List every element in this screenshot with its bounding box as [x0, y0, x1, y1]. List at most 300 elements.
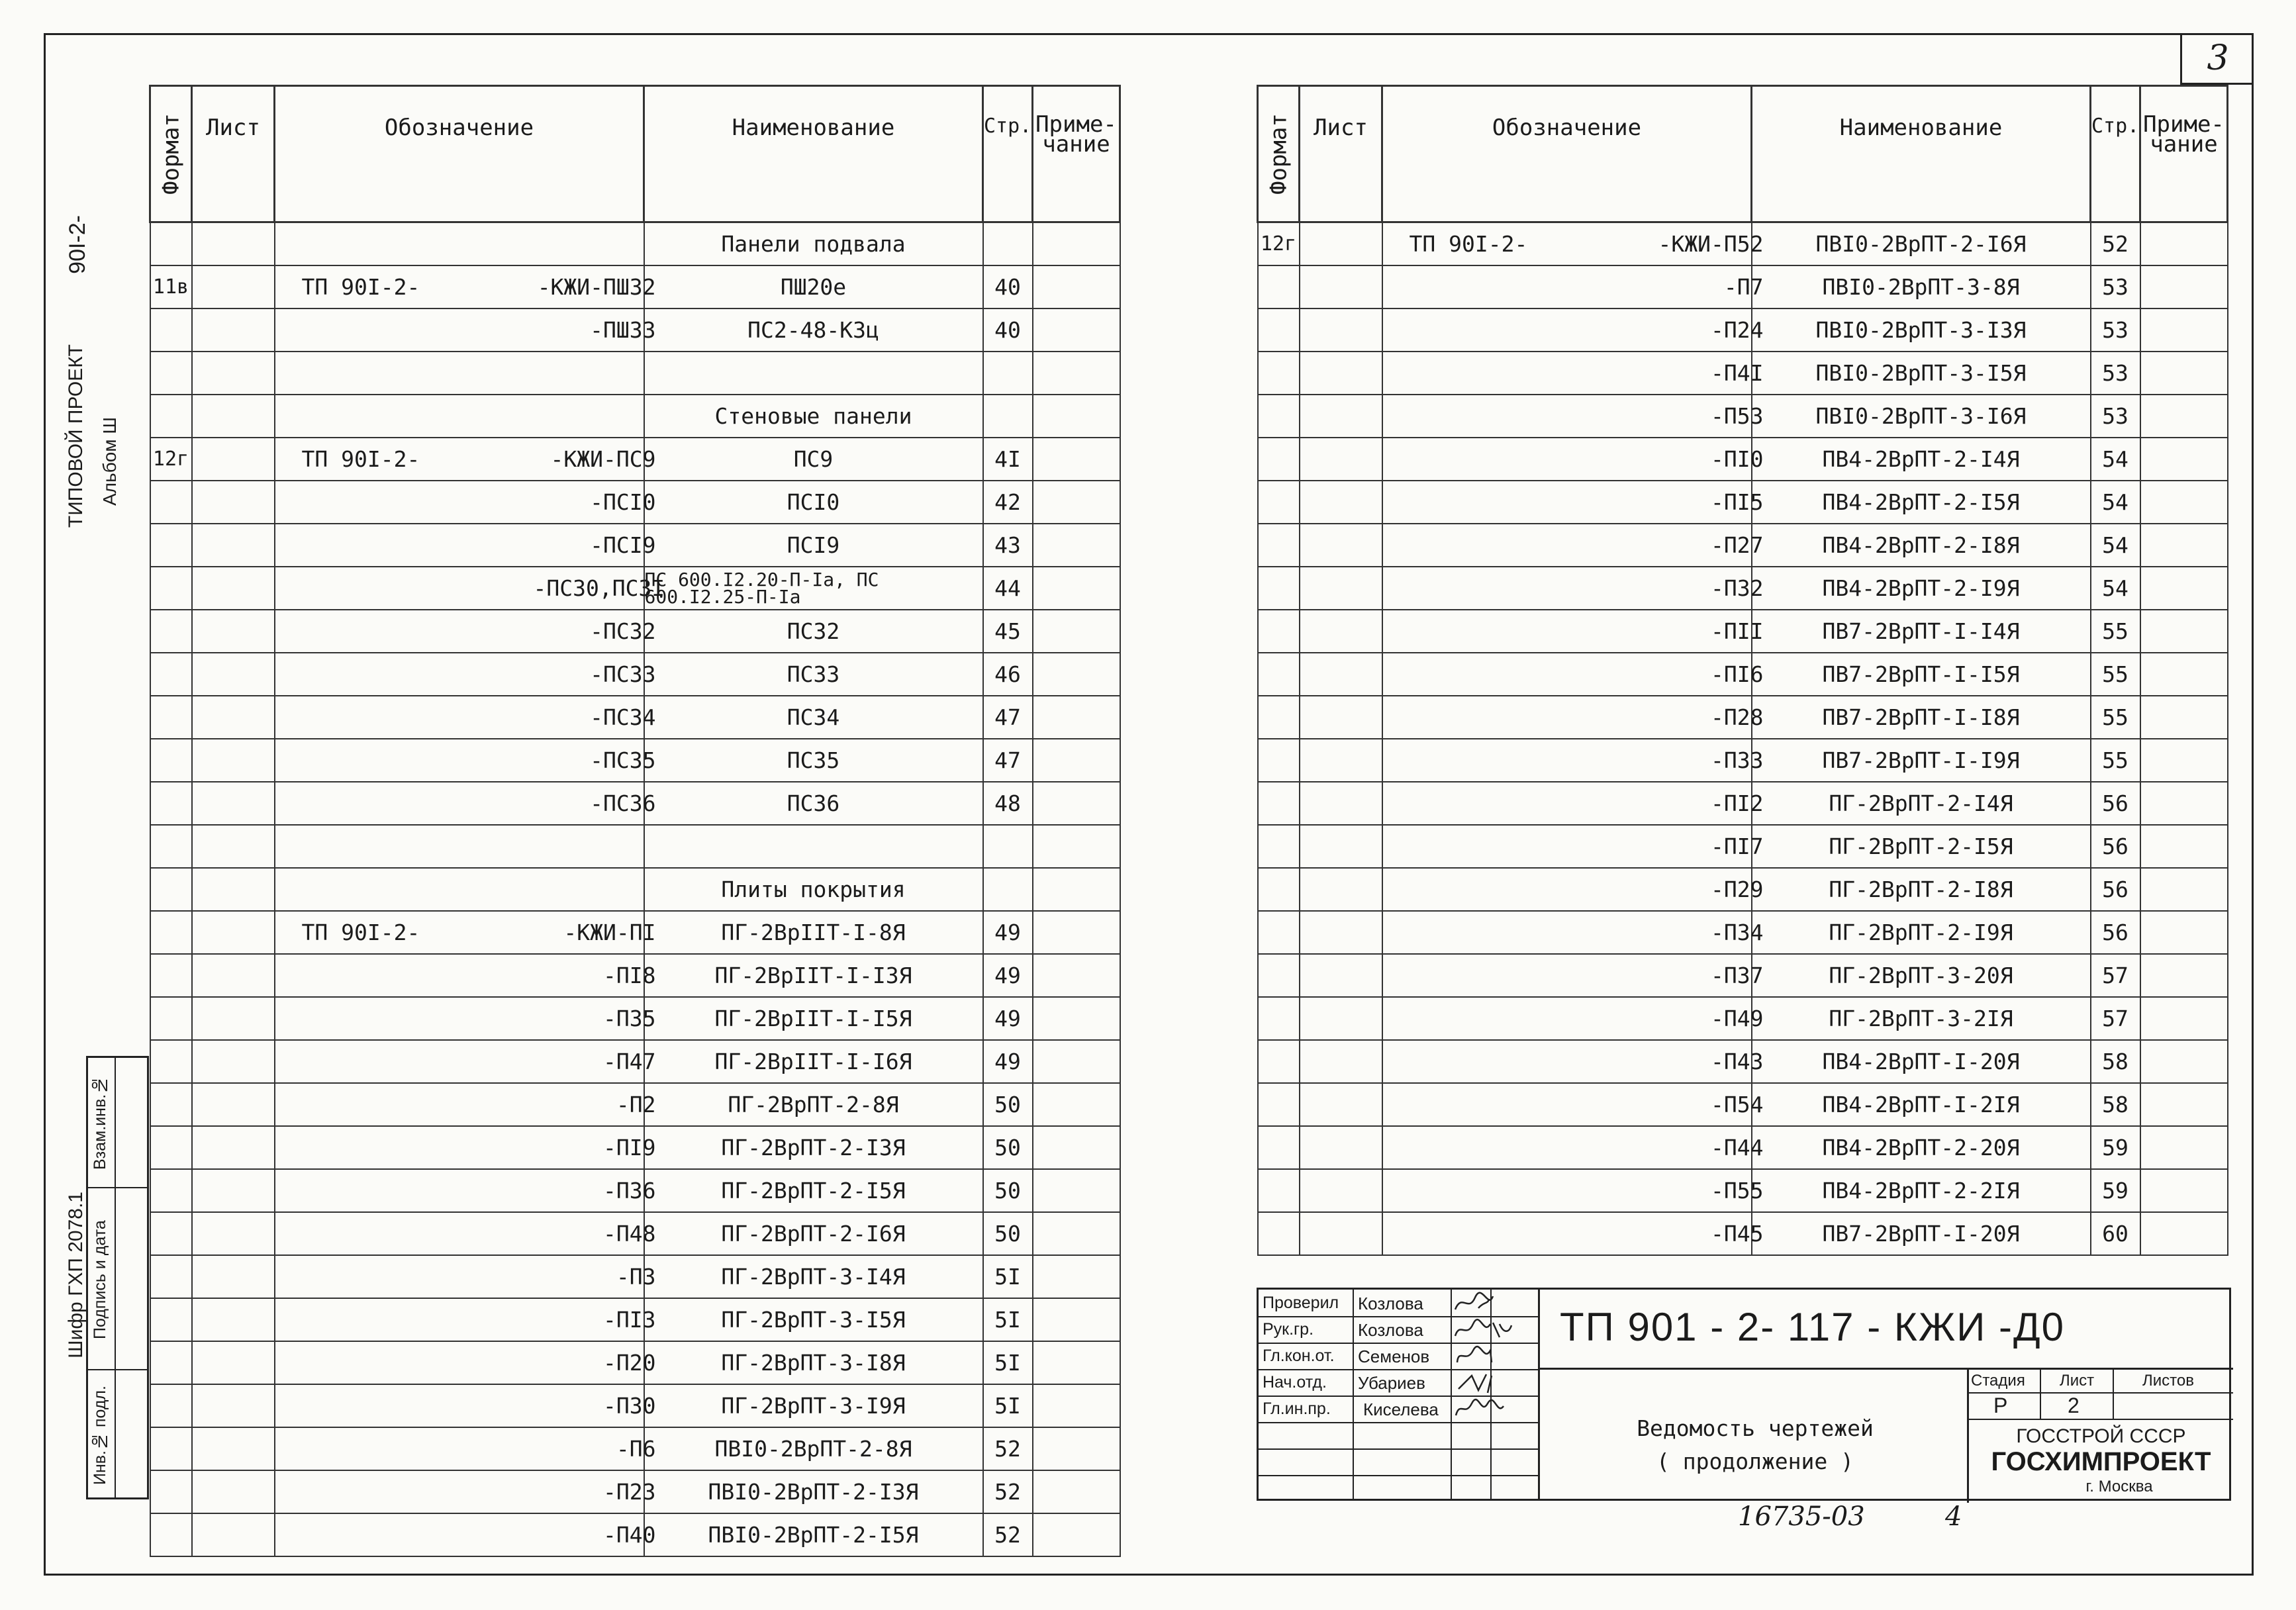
name-dept-head: Убариев: [1358, 1373, 1425, 1393]
table-row: [1258, 997, 2228, 1040]
page-cell: 57: [2091, 997, 2140, 1040]
table-row: [1258, 481, 2228, 524]
table-row: [150, 997, 1120, 1040]
table-row: [150, 696, 1120, 739]
note-cell: [1033, 524, 1120, 567]
table-row: [150, 1513, 1120, 1556]
table-row: [150, 610, 1120, 653]
name-cell: ПВ4-2ВрПТ-2-2IЯ: [1752, 1169, 2091, 1212]
table-row: [150, 222, 1120, 266]
sheet-cell: [192, 1126, 275, 1169]
page-cell: 46: [983, 653, 1033, 696]
note-cell: [1033, 911, 1120, 954]
name-cell: ПШ20е: [644, 265, 983, 308]
note-cell: [2140, 308, 2228, 352]
name-cell: ПГ-2ВрПТ-3-I9Я: [644, 1384, 983, 1427]
note-cell: [1033, 438, 1120, 481]
table-row: [150, 481, 1120, 524]
note-cell: [1033, 868, 1120, 911]
page-cell: 55: [2091, 610, 2140, 653]
designation-suffix: -ПС33: [590, 661, 656, 687]
note-cell: [2140, 265, 2228, 308]
inventory-number: 16735-03: [1738, 1501, 1865, 1532]
name-cell: ПС32: [644, 610, 983, 653]
format-cell: [1258, 610, 1300, 653]
sheet-cell: [192, 739, 275, 782]
designation-suffix: -П6: [616, 1436, 656, 1462]
name-cell: ПВI0-2ВрПТ-3-8Я: [1752, 265, 2091, 308]
section-title: Панели подвала: [644, 222, 983, 266]
designation-cell: [275, 1341, 656, 1384]
designation-suffix: -ПI5: [1711, 489, 1764, 515]
page-cell: 40: [983, 308, 1033, 352]
table-row: [150, 438, 1120, 481]
format-cell: [1258, 868, 1300, 911]
table-row: [150, 1384, 1120, 1427]
sheet-cell: [192, 653, 275, 696]
note-cell: [1033, 1255, 1120, 1298]
page-cell: 47: [983, 696, 1033, 739]
name-cell: ПГ-2ВрIIТ-I-8Я: [644, 911, 983, 954]
note-cell: [2140, 395, 2228, 438]
designation-suffix: -П53: [1711, 403, 1764, 429]
header-sheet: Лист: [192, 86, 275, 222]
page-cell: 53: [2091, 308, 2140, 352]
header-format: Формат: [150, 86, 192, 222]
note-cell: [1033, 308, 1120, 352]
format-cell: [1258, 438, 1300, 481]
note-cell: [2140, 1126, 2228, 1169]
page-cell: 58: [2091, 1040, 2140, 1083]
designation-cell: [275, 524, 656, 567]
table-row: [150, 1169, 1120, 1212]
note-cell: [2140, 954, 2228, 997]
designation-cell: [275, 567, 665, 610]
table-row: [1258, 567, 2228, 610]
designation-suffix: -П30: [603, 1393, 656, 1419]
table-row: [1258, 1083, 2228, 1126]
page-cell: 44: [983, 567, 1033, 610]
name-cell: ПГ-2ВрПТ-2-I5Я: [1752, 825, 2091, 868]
table-row: [1258, 739, 2228, 782]
format-cell: [150, 825, 192, 868]
designation-cell: [1382, 1040, 1764, 1083]
role-chief-constructor: Гл.кон.от.: [1263, 1347, 1335, 1365]
cipher-label: Шифр ГХП 2078.1: [65, 1192, 87, 1358]
sheet-cell: [192, 1040, 275, 1083]
note-cell: [1033, 1040, 1120, 1083]
name-cell: [644, 825, 983, 868]
sheet-cell: [1300, 395, 1382, 438]
note-cell: [1033, 222, 1120, 266]
sheet-cell: [192, 1255, 275, 1298]
sheet-cell: [1300, 308, 1382, 352]
page-cell: 49: [983, 911, 1033, 954]
page-cell: 55: [2091, 739, 2140, 782]
name-cell: ПГ-2ВрПТ-2-I5Я: [644, 1169, 983, 1212]
sheet-cell: [1300, 653, 1382, 696]
designation-suffix: -ПI3: [603, 1307, 656, 1333]
sheet-cell: [1300, 481, 1382, 524]
name-cell: ПГ-2ВрПТ-3-2IЯ: [1752, 997, 2091, 1040]
sheet-cell: [1300, 567, 1382, 610]
table-row: [150, 1212, 1120, 1255]
page-cell: 53: [2091, 352, 2140, 395]
designation-cell: [1382, 395, 1764, 438]
designation-cell: [275, 222, 644, 266]
name-cell: ПГ-2ВрПТ-2-I8Я: [1752, 868, 2091, 911]
designation-cell: [275, 1427, 656, 1470]
designation-suffix: -П4I: [1711, 360, 1764, 386]
designation-suffix: -П3: [616, 1264, 656, 1290]
stage-label: Стадия: [1971, 1372, 2025, 1390]
page-cell: 40: [983, 265, 1033, 308]
note-cell: [1033, 1212, 1120, 1255]
name-cell: ПВ7-2ВрПТ-I-I4Я: [1752, 610, 2091, 653]
designation-cell: [275, 395, 644, 438]
table-row: [150, 739, 1120, 782]
sheet-cell: [192, 911, 275, 954]
table-row: [150, 1040, 1120, 1083]
sheet-cell: [192, 265, 275, 308]
sheet-value: 2: [2068, 1394, 2080, 1417]
name-cell: ПВI0-2ВрПТ-3-I3Я: [1752, 308, 2091, 352]
note-cell: [1033, 1169, 1120, 1212]
format-cell: [150, 868, 192, 911]
designation-cell: [275, 481, 656, 524]
page-cell: 57: [2091, 954, 2140, 997]
format-cell: [150, 696, 192, 739]
format-cell: [1258, 1212, 1300, 1255]
designation-cell: [1382, 222, 1764, 266]
table-row: [1258, 868, 2228, 911]
name-cell: ПГ-2ВрПТ-3-20Я: [1752, 954, 2091, 997]
sheet-cell: [192, 1427, 275, 1470]
format-cell: 12г: [150, 438, 192, 481]
document-code: ТП 901 - 2- 117 - КЖИ -Д0: [1560, 1305, 2065, 1349]
name-cell: ПГ-2ВрПТ-2-I4Я: [1752, 782, 2091, 825]
table-row: [150, 825, 1120, 868]
sheet-cell: [192, 1513, 275, 1556]
format-cell: [150, 782, 192, 825]
format-cell: [1258, 1169, 1300, 1212]
table-row: [1258, 352, 2228, 395]
left-register-table: [149, 85, 1121, 1557]
format-cell: [1258, 825, 1300, 868]
format-cell: [150, 481, 192, 524]
table-row: [1258, 222, 2228, 266]
designation-suffix: -ПС34: [590, 704, 656, 730]
format-cell: [150, 739, 192, 782]
designation-cell: [1382, 997, 1764, 1040]
designation-cell: [275, 868, 644, 911]
designation-cell: [1382, 567, 1764, 610]
note-cell: [2140, 524, 2228, 567]
format-cell: [1258, 352, 1300, 395]
note-cell: [1033, 352, 1120, 395]
note-cell: [1033, 954, 1120, 997]
sheet-cell: [192, 524, 275, 567]
note-cell: [1033, 1427, 1120, 1470]
sheet-cell: [1300, 265, 1382, 308]
designation-cell: [1382, 696, 1764, 739]
sheets-label: Листов: [2142, 1372, 2194, 1390]
sheet-cell: [192, 997, 275, 1040]
note-cell: [1033, 696, 1120, 739]
note-cell: [2140, 782, 2228, 825]
table-row: [150, 567, 1120, 610]
sheet-cell: [192, 222, 275, 266]
format-cell: [150, 1384, 192, 1427]
designation-cell: [275, 1384, 656, 1427]
format-cell: [1258, 524, 1300, 567]
table-row: [150, 265, 1120, 308]
designation-suffix: -П55: [1711, 1178, 1764, 1204]
designation-cell: [1382, 265, 1764, 308]
page-cell: [983, 222, 1033, 266]
designation-cell: [275, 825, 644, 868]
table-row: [150, 308, 1120, 352]
name-cell: ПВ7-2ВрПТ-I-I9Я: [1752, 739, 2091, 782]
page-cell: 50: [983, 1126, 1033, 1169]
name-cell: ПВI0-2ВрПТ-3-I6Я: [1752, 395, 2091, 438]
designation-suffix: -П45: [1711, 1221, 1764, 1247]
role-dept-head: Нач.отд.: [1263, 1373, 1327, 1392]
format-cell: [150, 997, 192, 1040]
note-cell: [2140, 438, 2228, 481]
format-cell: [150, 1513, 192, 1556]
name-cell: ПВ4-2ВрПТ-2-I4Я: [1752, 438, 2091, 481]
table-row: [1258, 1040, 2228, 1083]
name-cell: ПСI0: [644, 481, 983, 524]
format-cell: 12г: [1258, 222, 1300, 266]
table-row: [150, 782, 1120, 825]
table-row: [150, 1427, 1120, 1470]
sheet-subtitle: ( продолжение ): [1656, 1448, 1854, 1474]
page-cell: 45: [983, 610, 1033, 653]
note-cell: [2140, 481, 2228, 524]
designation-prefix: ТП 90I-2-: [301, 446, 420, 472]
page-cell: 43: [983, 524, 1033, 567]
table-row: [150, 954, 1120, 997]
format-cell: [150, 1255, 192, 1298]
designation-suffix: -ПСI9: [590, 532, 656, 558]
name-checked: Козлова: [1358, 1294, 1423, 1313]
designation-cell: [1382, 1126, 1764, 1169]
note-cell: [2140, 352, 2228, 395]
designation-cell: [1382, 954, 1764, 997]
designation-cell: [275, 1040, 656, 1083]
name-cell: ПГ-2ВрПТ-2-I3Я: [644, 1126, 983, 1169]
note-cell: [1033, 1083, 1120, 1126]
sheet-cell: [1300, 222, 1382, 266]
name-group-head: Козлова: [1358, 1320, 1423, 1340]
name-cell: ПГ-2ВрIIТ-I-I3Я: [644, 954, 983, 997]
copy-number: 4: [1945, 1501, 1962, 1532]
name-chief-engineer: Киселева: [1363, 1399, 1439, 1419]
name-cell: ПГ-2ВрПТ-2-I9Я: [1752, 911, 2091, 954]
designation-suffix: -П33: [1711, 747, 1764, 773]
sheet-cell: [1300, 1126, 1382, 1169]
format-cell: [1258, 653, 1300, 696]
format-cell: [1258, 308, 1300, 352]
designation-suffix: -ПI0: [1711, 446, 1764, 472]
page-cell: 4I: [983, 438, 1033, 481]
note-cell: [1033, 567, 1120, 610]
format-cell: [150, 911, 192, 954]
note-cell: [1033, 782, 1120, 825]
sheet-cell: [192, 438, 275, 481]
header-note: Приме-чание: [1033, 86, 1120, 222]
table-row: [1258, 696, 2228, 739]
note-cell: [2140, 825, 2228, 868]
sheet-cell: [192, 1169, 275, 1212]
table-row: [1258, 653, 2228, 696]
designation-suffix: -КЖИ-ПС9: [550, 446, 656, 472]
note-cell: [2140, 696, 2228, 739]
name-cell: ПВI0-2ВрПТ-2-8Я: [644, 1427, 983, 1470]
note-cell: [2140, 739, 2228, 782]
title-block: [1257, 1288, 2231, 1501]
designation-suffix: -ПС36: [590, 790, 656, 816]
table-row: [1258, 1212, 2228, 1255]
table-row: [1258, 438, 2228, 481]
sheet-cell: [192, 1384, 275, 1427]
designation-suffix: -ПI9: [603, 1135, 656, 1160]
org-ministry: ГОССТРОЙ СССР: [2016, 1425, 2186, 1447]
designation-cell: [1382, 825, 1764, 868]
sheet-cell: [1300, 739, 1382, 782]
sheet-cell: [192, 868, 275, 911]
name-cell: ПВ4-2ВрПТ-2-20Я: [1752, 1126, 2091, 1169]
header-page: Стр.: [2091, 86, 2140, 222]
page-number: 3: [2180, 33, 2254, 85]
table-row: [1258, 395, 2228, 438]
header-page: Стр.: [983, 86, 1033, 222]
name-cell: ПВ7-2ВрПТ-I-20Я: [1752, 1212, 2091, 1255]
format-cell: [150, 653, 192, 696]
format-cell: [150, 954, 192, 997]
page-cell: 52: [983, 1470, 1033, 1513]
role-chief-engineer: Гл.ин.пр.: [1263, 1399, 1331, 1418]
designation-prefix: ТП 90I-2-: [301, 274, 420, 300]
designation-cell: [275, 1513, 656, 1556]
margin-cell-replace: Взам.инв.№: [91, 1075, 109, 1170]
sheet-cell: [192, 696, 275, 739]
designation-cell: [275, 911, 656, 954]
designation-cell: [275, 653, 656, 696]
page-cell: 56: [2091, 911, 2140, 954]
table-row: [1258, 911, 2228, 954]
page-cell: 48: [983, 782, 1033, 825]
format-cell: [150, 1427, 192, 1470]
page-cell: 56: [2091, 825, 2140, 868]
note-cell: [2140, 911, 2228, 954]
name-cell: ПС9: [644, 438, 983, 481]
note-cell: [1033, 739, 1120, 782]
page-cell: 55: [2091, 653, 2140, 696]
page-cell: 5I: [983, 1341, 1033, 1384]
sheet-cell: [192, 825, 275, 868]
designation-cell: [1382, 610, 1764, 653]
format-cell: 11в: [150, 265, 192, 308]
table-row: [150, 653, 1120, 696]
format-cell: [150, 1341, 192, 1384]
format-cell: [1258, 997, 1300, 1040]
designation-cell: [1382, 352, 1764, 395]
table-row: [150, 1341, 1120, 1384]
designation-cell: [275, 1212, 656, 1255]
designation-suffix: -КЖИ-П52: [1658, 231, 1764, 257]
designation-cell: [275, 1255, 656, 1298]
designation-suffix: -ПСI0: [590, 489, 656, 515]
album-label: Альбом Ш: [99, 417, 120, 506]
name-cell: ПВ4-2ВрПТ-I-2IЯ: [1752, 1083, 2091, 1126]
designation-prefix: ТП 90I-2-: [1409, 231, 1528, 257]
format-cell: [150, 1169, 192, 1212]
designation-suffix: -П7: [1723, 274, 1764, 300]
name-cell: ПГ-2ВрПТ-3-I8Я: [644, 1341, 983, 1384]
page-cell: 50: [983, 1083, 1033, 1126]
header-sheet: Лист: [1300, 86, 1382, 222]
page-cell: 58: [2091, 1083, 2140, 1126]
page-cell: [983, 352, 1033, 395]
format-cell: [1258, 954, 1300, 997]
page-cell: 47: [983, 739, 1033, 782]
page-cell: 52: [983, 1427, 1033, 1470]
sheet-cell: [192, 481, 275, 524]
designation-cell: [275, 1169, 656, 1212]
note-cell: [2140, 868, 2228, 911]
header-name: Наименование: [644, 86, 983, 222]
format-cell: [1258, 1040, 1300, 1083]
designation-cell: [275, 782, 656, 825]
designation-cell: [275, 308, 656, 352]
designation-cell: [1382, 739, 1764, 782]
designation-suffix: -КЖИ-ПШ32: [537, 274, 656, 300]
table-row: [1258, 782, 2228, 825]
page-cell: 5I: [983, 1255, 1033, 1298]
designation-suffix: -П36: [603, 1178, 656, 1204]
designation-cell: [275, 696, 656, 739]
designation-cell: [1382, 1083, 1764, 1126]
note-cell: [2140, 997, 2228, 1040]
designation-cell: [275, 352, 644, 395]
sheet-cell: [192, 1298, 275, 1341]
format-cell: [1258, 696, 1300, 739]
name-cell: ПГ-2ВрIIТ-I-I6Я: [644, 1040, 983, 1083]
sheet-cell: [1300, 1212, 1382, 1255]
name-cell: ПС35: [644, 739, 983, 782]
name-cell: ПВI0-2ВрПТ-2-I5Я: [644, 1513, 983, 1556]
sheet-cell: [1300, 610, 1382, 653]
header-name: Наименование: [1752, 86, 2091, 222]
designation-suffix: -П49: [1711, 1006, 1764, 1031]
designation-suffix: -П34: [1711, 920, 1764, 945]
note-cell: [2140, 222, 2228, 266]
table-row: [1258, 1126, 2228, 1169]
margin-cell-sign: Подпись и дата: [91, 1220, 109, 1339]
note-cell: [1033, 825, 1120, 868]
table-row: [150, 1255, 1120, 1298]
right-register-table: [1257, 85, 2228, 1256]
header-designation: Обозначение: [1382, 86, 1752, 222]
note-cell: [1033, 265, 1120, 308]
name-cell: ПГ-2ВрПТ-3-I4Я: [644, 1255, 983, 1298]
name-cell: ПГ-2ВрПТ-3-I5Я: [644, 1298, 983, 1341]
name-chief-constructor: Семенов: [1358, 1347, 1430, 1366]
note-cell: [1033, 997, 1120, 1040]
